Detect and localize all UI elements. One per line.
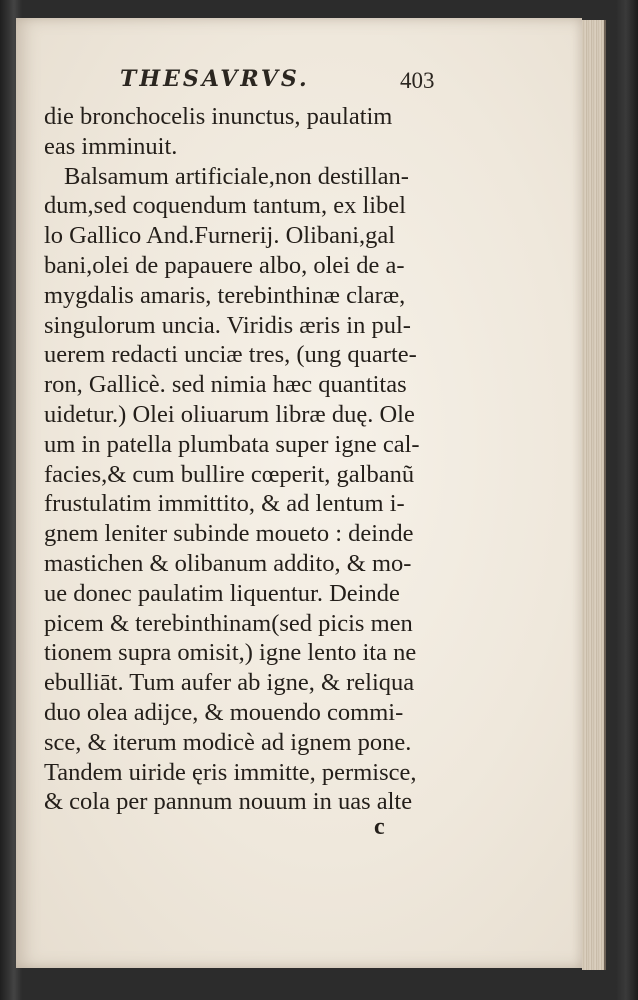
text-line: tionem supra omisit,) igne lento ita ne: [44, 639, 417, 667]
text-line: Tandem uiride ęris immitte, permisce,: [44, 758, 417, 786]
signature-mark: c: [374, 814, 385, 840]
text-line: gnem leniter subinde moueto : deinde: [44, 520, 414, 548]
page-edge: [582, 20, 606, 970]
text-line: lo Gallico And.Furnerij. Olibani,gal: [44, 222, 396, 250]
text-line: mastichen & olibanum addito, & mo-: [44, 549, 412, 577]
text-line: & cola per pannum nouum in uas alte: [44, 788, 413, 816]
text-line: bani,olei de papauere albo, olei de a-: [44, 251, 405, 279]
book-page: [16, 18, 582, 968]
text-line: ebulliāt. Tum aufer ab igne, & reliqua: [44, 669, 415, 697]
text-line: duo olea adijce, & mouendo commi-: [44, 698, 404, 726]
text-line: eas imminuit.: [44, 132, 178, 160]
text-line: uidetur.) Olei oliuarum libræ duę. Ole: [44, 400, 415, 428]
text-line: singulorum uncia. Viridis æris in pul-: [44, 311, 411, 339]
text-line: ron, Gallicè. sed nimia hæc quantitas: [44, 371, 407, 399]
text-line: uerem redacti unciæ tres, (ung quarte-: [44, 341, 417, 369]
running-head: [16, 62, 582, 102]
text-line: facies,& cum bullire cœperit, galbanũ: [44, 460, 415, 488]
text-line: frustulatim immittito, & ad lentum i-: [44, 490, 405, 518]
page-number: 403: [400, 68, 435, 93]
text-line: um in patella plumbata super igne cal-: [44, 430, 420, 458]
text-line: ue donec paulatim liquentur. Deinde: [44, 579, 400, 607]
text-line: dum,sed coquendum tantum, ex libel: [44, 192, 406, 220]
text-line: sce, & iterum modicè ad ignem pone.: [44, 728, 412, 756]
body-text: [44, 102, 454, 817]
text-line: Balsamum artificiale,non destillan-: [64, 162, 409, 190]
text-line: die bronchocelis inunctus, paulatim: [44, 103, 393, 130]
running-title: THESAVRVS.: [120, 66, 310, 92]
text-line: mygdalis amaris, terebinthinæ claræ,: [44, 281, 406, 309]
text-line: picem & terebinthinam(sed picis men: [44, 609, 413, 637]
